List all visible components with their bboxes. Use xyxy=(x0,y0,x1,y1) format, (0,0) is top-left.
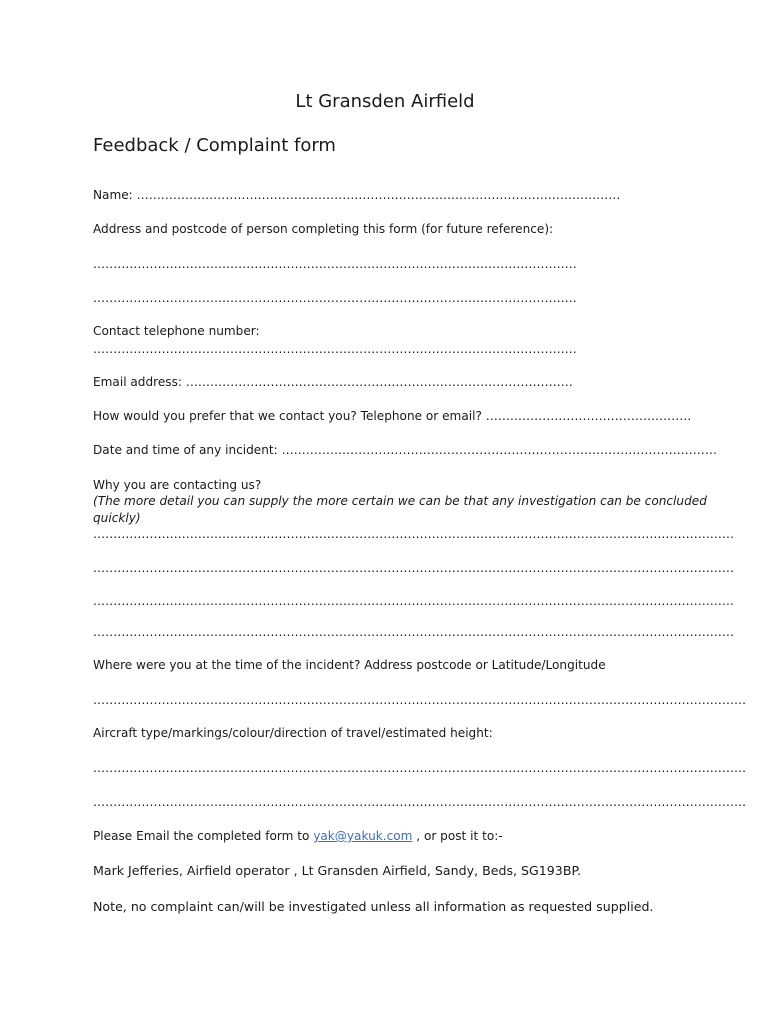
location-label: Where were you at the time of the incident? Address postcode or Latitude/Longitude xyxy=(93,658,606,672)
why-line-2: …………………………………………………………………………………………………………………………………………… xyxy=(93,561,734,575)
form-heading: Feedback / Complaint form xyxy=(93,135,336,156)
name-field-line: Name: ………………………………………………………………………………………………………… xyxy=(93,188,621,202)
why-line-3: …………………………………………………………………………………………………………………………………………… xyxy=(93,594,734,608)
email-field-line: Email address: …………………………………………………………………………………… xyxy=(93,375,573,389)
email-prefix: Please Email the completed form to xyxy=(93,829,314,843)
disclaimer-note: Note, no complaint can/will be investigated unless all information as requested supplied. xyxy=(93,899,654,914)
why-note-line-2: quickly) xyxy=(93,511,141,525)
document-title: Lt Gransden Airfield xyxy=(295,91,475,112)
aircraft-line-2: ……………………………………………………………………………………………………………………………………………… xyxy=(93,795,747,809)
address-line-1: ………………………………………………………………………………………………………… xyxy=(93,257,577,271)
email-suffix: , or post it to:- xyxy=(412,829,503,843)
address-line-2: ………………………………………………………………………………………………………… xyxy=(93,291,577,305)
aircraft-label: Aircraft type/markings/colour/direction of travel/estimated height: xyxy=(93,726,493,740)
address-label: Address and postcode of person completing this form (for future reference): xyxy=(93,222,554,236)
why-note-line-1: (The more detail you can supply the more certain we can be that any investigation can be concluded xyxy=(93,494,707,508)
submit-instructions xyxy=(93,829,503,844)
why-line-4: …………………………………………………………………………………………………………………………………………… xyxy=(93,625,734,639)
why-line-1: …………………………………………………………………………………………………………………………………………… xyxy=(93,527,734,541)
email-link[interactable]: yak@yakuk.com xyxy=(313,829,413,843)
contact-preference-line: How would you prefer that we contact you? Telephone or email? …………………………………………… xyxy=(93,409,692,423)
aircraft-line-1: ……………………………………………………………………………………………………………………………………………… xyxy=(93,761,747,775)
phone-label: Contact telephone number: xyxy=(93,324,260,338)
incident-date-line: Date and time of any incident: ……………………………………………………………………………………………… xyxy=(93,443,717,457)
why-label: Why you are contacting us? xyxy=(93,478,262,492)
phone-line: ………………………………………………………………………………………………………… xyxy=(93,342,577,356)
location-line: ……………………………………………………………………………………………………………………………………………… xyxy=(93,693,747,707)
postal-address: Mark Jefferies, Airfield operator , Lt Gransden Airfield, Sandy, Beds, SG193BP. xyxy=(93,863,582,878)
